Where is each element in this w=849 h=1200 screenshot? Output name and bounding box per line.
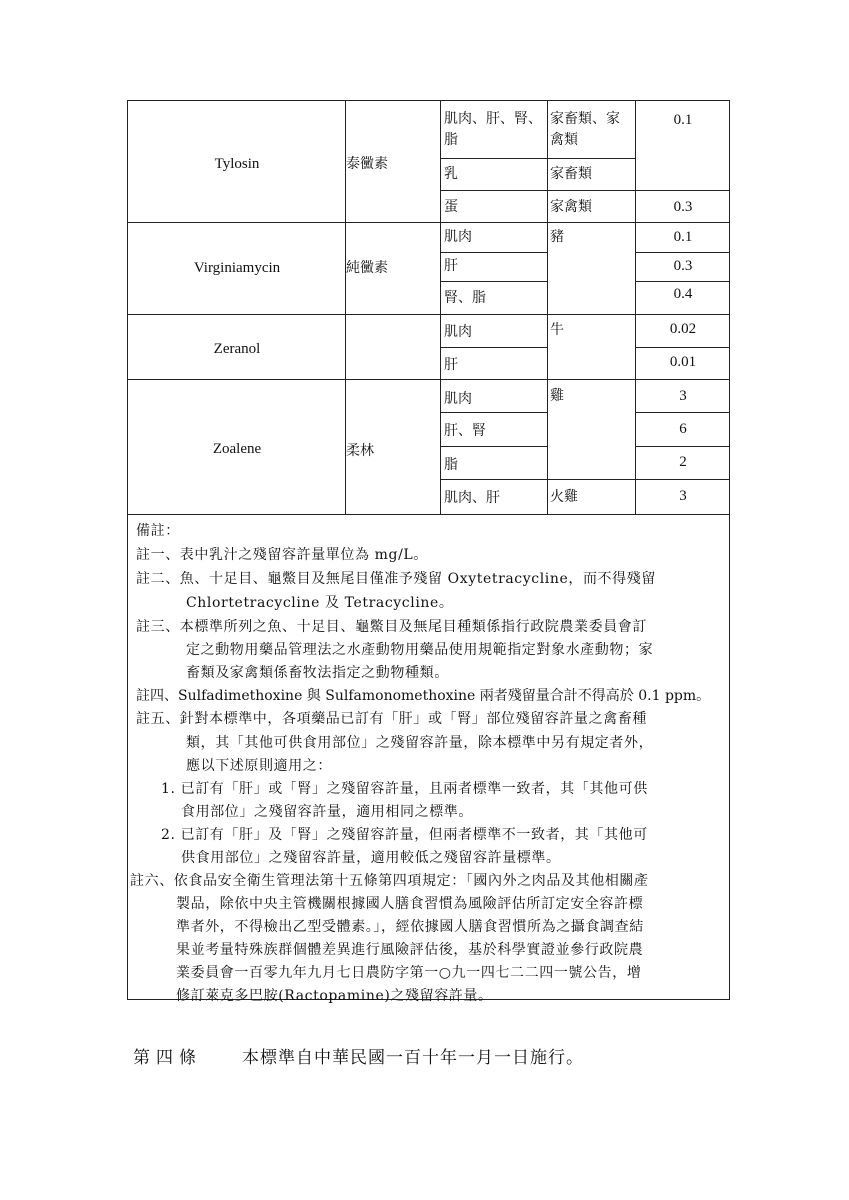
note-line: 註四、Sulfadimethoxine 與 Sulfamonomethoxine 兩者殘留量合計不得高於 0.1 ppm。 xyxy=(136,688,711,704)
mrl-value: 0.1 xyxy=(673,229,693,245)
drug-name: Tylosin xyxy=(214,156,260,172)
mrl-value: 0.01 xyxy=(669,354,697,370)
note-line: 定之動物用藥品管理法之水產動物用藥品使用規範指定對象水產動物；家 xyxy=(186,642,654,658)
drug-name: Zeranol xyxy=(213,341,261,357)
row-sep xyxy=(440,479,730,480)
row-sep xyxy=(440,158,635,159)
species: 禽類 xyxy=(550,132,578,148)
row-sep xyxy=(440,412,547,413)
drug-chinese-name: 柔林 xyxy=(346,443,374,459)
tissue: 脂 xyxy=(444,132,458,148)
row-sep xyxy=(440,190,730,191)
mrl-value: 0.1 xyxy=(673,112,693,128)
article-clause xyxy=(133,1043,584,1068)
article-label: 第四條 xyxy=(133,1048,202,1068)
row-sep xyxy=(440,281,547,282)
row-sep xyxy=(635,347,730,348)
drug-name: Virginiamycin xyxy=(193,260,281,276)
tissue: 蛋 xyxy=(444,199,458,215)
note-line: 製品，除依中央主管機關根據國人膳食習慣為風險評估所訂定安全容許標 xyxy=(176,896,644,912)
note-line: 應以下述原則適用之： xyxy=(186,758,332,774)
row-sep xyxy=(440,446,547,447)
tissue: 肝、腎 xyxy=(444,423,486,439)
species: 家畜類 xyxy=(550,166,592,182)
tissue: 肝 xyxy=(444,258,458,274)
note-line: 2. 已訂有「肝」及「腎」之殘留容許量，但兩者標準不一致者，其「其他可 xyxy=(161,827,648,843)
species: 豬 xyxy=(550,229,564,245)
note-line: 註二、魚、十足目、龜鱉目及無尾目僅准予殘留 Oxytetracycline，而不得殘留 xyxy=(136,571,656,587)
mrl-value: 6 xyxy=(679,421,687,437)
note-line: 畜類及家禽類係畜牧法指定之動物種類。 xyxy=(186,665,449,681)
row-sep xyxy=(440,347,547,348)
note-line: 註三、本標準所列之魚、十足目、龜鱉目及無尾目種類係指行政院農業委員會訂 xyxy=(136,619,647,635)
group-sep-4 xyxy=(127,514,730,515)
row-sep xyxy=(635,412,730,413)
group-sep-1 xyxy=(127,222,730,223)
note-line: Chlortetracycline 及 Tetracycline。 xyxy=(186,595,454,611)
species: 家禽類 xyxy=(550,199,592,215)
species: 家畜類、家 xyxy=(550,111,620,127)
tissue: 肌肉 xyxy=(444,229,472,245)
row-sep xyxy=(440,252,547,253)
drug-chinese-name: 純黴素 xyxy=(346,260,388,276)
col-sep-3 xyxy=(547,100,548,514)
group-sep-3 xyxy=(127,379,730,380)
tissue: 肝 xyxy=(444,357,458,373)
mrl-value: 3 xyxy=(679,388,687,404)
note-line: 註一、表中乳汁之殘留容許量單位為 mg/L。 xyxy=(136,547,428,563)
species: 火雞 xyxy=(550,489,578,505)
note-line: 1. 已訂有「肝」或「腎」之殘留容許量，且兩者標準一致者，其「其他可供 xyxy=(161,781,648,797)
tissue: 肌肉、肝 xyxy=(444,490,500,506)
tissue: 肌肉 xyxy=(444,324,472,340)
note-line: 準者外，不得檢出乙型受體素。」，經依據國人膳食習慣所為之攝食調查結 xyxy=(176,919,644,935)
tissue: 乳 xyxy=(444,166,458,182)
note-line: 註五、針對本標準中，各項藥品已訂有「肝」或「腎」部位殘留容許量之禽畜種 xyxy=(136,711,647,727)
species: 牛 xyxy=(550,322,564,338)
note-line: 業委員會一百零九年九月七日農防字第一○九一四七二二四一號公告，增 xyxy=(176,965,642,981)
mrl-value: 0.4 xyxy=(673,286,693,302)
table-border-left xyxy=(127,100,128,1000)
tissue: 肌肉、肝、腎、 xyxy=(444,111,542,127)
mrl-value: 3 xyxy=(679,488,687,504)
group-sep-2 xyxy=(127,314,730,315)
mrl-value: 0.3 xyxy=(673,199,693,215)
note-line: 註六、依食品安全衛生管理法第十五條第四項規定：「國內外之肉品及其他相關產 xyxy=(130,873,649,889)
notes-heading: 備註： xyxy=(136,523,180,539)
drug-chinese-name: 泰黴素 xyxy=(346,156,388,172)
table-border-top xyxy=(127,100,730,101)
row-sep xyxy=(635,281,730,282)
mrl-value: 2 xyxy=(679,454,687,470)
species: 雞 xyxy=(550,388,564,404)
row-sep xyxy=(635,446,730,447)
row-sep xyxy=(635,252,730,253)
mrl-value: 0.02 xyxy=(669,321,697,337)
tissue: 脂 xyxy=(444,457,458,473)
tissue: 肌肉 xyxy=(444,391,472,407)
note-line: 食用部位」之殘留容許量，適用相同之標準。 xyxy=(181,804,473,820)
note-line: 類，其「其他可供食用部位」之殘留容許量，除本標準中另有規定者外， xyxy=(186,735,654,751)
note-line: 供食用部位」之殘留容許量，適用較低之殘留容許量標準。 xyxy=(181,850,561,866)
drug-name: Zoalene xyxy=(212,441,262,457)
article-text: 本標準自中華民國一百十年一月一日施行。 xyxy=(242,1048,584,1068)
mrl-value: 0.3 xyxy=(673,258,693,274)
note-line: 果並考量特殊族群個體差異進行風險評估後，基於科學實證並參行政院農 xyxy=(176,942,644,958)
col-sep-2 xyxy=(440,100,441,514)
note-line: 修訂萊克多巴胺(Ractopamine)之殘留容許量。 xyxy=(176,988,493,1004)
tissue: 腎、脂 xyxy=(444,290,486,306)
